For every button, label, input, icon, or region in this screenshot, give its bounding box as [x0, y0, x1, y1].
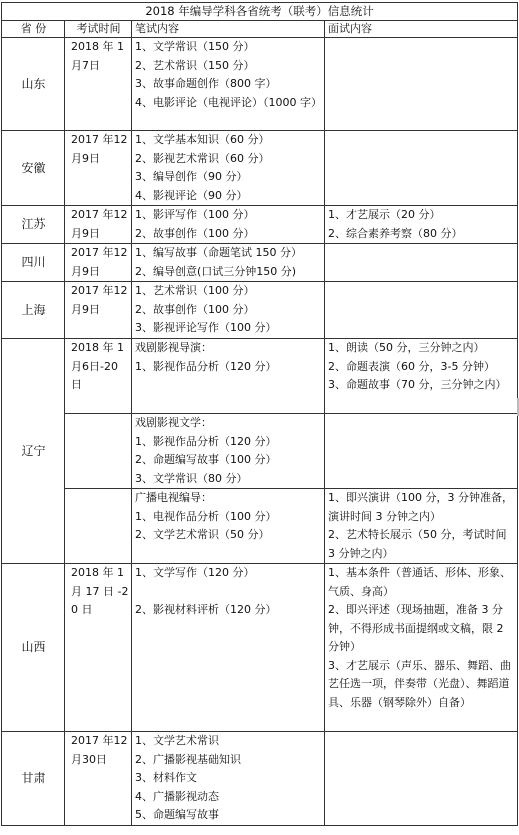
table-row-shandong — [2, 38, 518, 131]
interview-anhui — [325, 131, 518, 206]
table-header-row — [2, 21, 518, 38]
written-item: 4、影视评论（90 分） — [135, 188, 248, 202]
exam-info-table-sheet — [1, 2, 517, 826]
written-item: 3、编导创作（90 分） — [135, 170, 248, 183]
table-row-gansu — [2, 732, 518, 826]
written-item: 1、艺术常识（100 分） — [135, 284, 255, 297]
written-item: 2、影视艺术常识（60 分） — [135, 151, 270, 165]
written-item: 1、文学艺术常识 — [135, 734, 219, 747]
written-item: 2、编导创意(口试三分钟150 分) — [135, 264, 297, 278]
written-liaoning-directing — [132, 339, 325, 414]
written-item: 2、影视材料评析（120 分） — [135, 603, 277, 616]
written-liaoning-broadcast — [132, 489, 325, 564]
interview-gansu — [325, 732, 518, 826]
interview-item: 1、即兴演讲（100 分，3 分钟准备，演讲时间 3 分钟之内） — [328, 491, 513, 523]
written-item: 3、材料作文 — [135, 771, 197, 784]
date-sichuan: 2017 年12 月9日 — [65, 244, 132, 282]
written-shandong — [132, 38, 325, 131]
table-row-liaoning-broadcast — [2, 489, 518, 564]
table-row-jiangsu — [2, 206, 518, 244]
interview-item: 3、命题故事（70 分，三分钟之内） — [328, 378, 507, 391]
province-shandong: 山东 — [2, 38, 65, 131]
spacer — [135, 583, 322, 602]
major-heading: 戏剧影视导演： — [135, 341, 212, 354]
interview-jiangsu — [325, 206, 518, 244]
date-shanghai: 2017 年12 月9日 — [65, 282, 132, 339]
table-row-shanxi — [2, 564, 518, 732]
header-written: 笔试内容 — [132, 21, 325, 38]
date-liaoning-empty-2 — [65, 489, 132, 564]
date-shandong: 2018 年 1 月7日 — [65, 38, 132, 131]
province-jiangsu: 江苏 — [2, 206, 65, 244]
written-item: 5、命题编写故事 — [135, 808, 219, 821]
exam-info-table — [1, 2, 518, 826]
province-shanxi: 山西 — [2, 564, 65, 732]
major-heading: 戏剧影视文学： — [135, 416, 212, 429]
table-row-liaoning-directing — [2, 339, 518, 414]
written-item: 2、故事创作（100 分） — [135, 226, 255, 240]
province-gansu: 甘肃 — [2, 732, 65, 826]
written-item: 1、文学基本知识（60 分） — [135, 133, 270, 146]
interview-item: 1、基本条件（普通话、形体、形象、气质、身高） — [328, 566, 511, 598]
interview-shanghai — [325, 282, 518, 339]
written-item: 2、艺术常识（150 分） — [135, 58, 255, 72]
interview-item: 2、综合素养考察（80 分） — [328, 226, 463, 240]
header-date: 考试时间 — [65, 21, 132, 38]
written-item: 1、文学常识（150 分） — [135, 40, 255, 53]
written-gansu — [132, 732, 325, 826]
written-item: 2、命题编写故事（100 分） — [135, 453, 277, 466]
date-gansu: 2017 年12 月30日 — [65, 732, 132, 826]
written-item: 1、影视作品分析（120 分） — [135, 434, 277, 448]
interview-item: 2、即兴评述（现场抽题，准备 3 分钟，不得形成书面提纲或文稿，限 2 分钟） — [328, 603, 504, 653]
interview-item: 1、才艺展示（20 分） — [328, 208, 441, 221]
date-liaoning-empty — [65, 414, 132, 489]
written-item: 1、编写故事（命题笔试 150 分） — [135, 246, 302, 259]
interview-shandong — [325, 38, 518, 131]
written-item: 4、电影评论（电视评论）（1000 字） — [135, 95, 322, 109]
interview-liaoning-directing — [325, 339, 518, 414]
interview-item: 2、命题表演（60 分，3-5 分钟） — [328, 359, 495, 373]
written-liaoning-literature — [132, 414, 325, 489]
province-shanghai: 上海 — [2, 282, 65, 339]
province-anhui: 安徽 — [2, 131, 65, 206]
written-item: 3、影视评论写作（100 分） — [135, 321, 277, 334]
date-liaoning: 2018 年 1 月6日-20 日 — [65, 339, 132, 414]
table-row-shanghai — [2, 282, 518, 339]
written-item: 1、文学写作（120 分） — [135, 566, 255, 579]
written-anhui — [132, 131, 325, 206]
interview-item: 1、朗读（50 分，三分钟之内） — [328, 341, 485, 354]
date-jiangsu: 2017 年12 月9日 — [65, 206, 132, 244]
written-item: 1、电视作品分析（100 分） — [135, 509, 277, 523]
table-row-anhui — [2, 131, 518, 206]
written-shanghai — [132, 282, 325, 339]
interview-shanxi — [325, 564, 518, 732]
table-row-liaoning-literature — [2, 414, 518, 489]
header-interview: 面试内容 — [325, 21, 518, 38]
date-anhui: 2017 年12 月9日 — [65, 131, 132, 206]
written-item: 4、广播影视动态 — [135, 789, 219, 803]
written-sichuan — [132, 244, 325, 282]
written-item: 3、文学常识（80 分） — [135, 471, 248, 485]
written-item: 3、故事命题创作（800 字） — [135, 77, 277, 90]
written-item: 2、文学艺术常识（50 分） — [135, 528, 270, 541]
table-row-sichuan — [2, 244, 518, 282]
written-jiangsu — [132, 206, 325, 244]
written-item: 1、影视作品分析（120 分） — [135, 359, 277, 373]
header-province: 省 份 — [2, 21, 65, 38]
interview-liaoning-broadcast — [325, 489, 518, 564]
date-shanxi: 2018 年 1 月 17 日 -20 日 — [65, 564, 132, 732]
province-sichuan: 四川 — [2, 244, 65, 282]
interview-item: 3、才艺展示（声乐、器乐、舞蹈、曲艺任选一项，伴奏带（光盘）、舞蹈道具、乐器（钢琴除外）自备） — [328, 658, 511, 709]
interview-sichuan — [325, 244, 518, 282]
interview-liaoning-literature — [325, 414, 518, 489]
written-shanxi — [132, 564, 325, 732]
written-item: 1、影评写作（100 分） — [135, 208, 255, 221]
interview-item: 2、艺术特长展示（50 分，考试时间 3 分钟之内） — [328, 528, 507, 560]
written-item: 2、故事创作（100 分） — [135, 302, 255, 316]
table-title: 2018 年编导学科各省统考（联考）信息统计 — [2, 3, 518, 21]
major-heading: 广播电视编导： — [135, 491, 212, 504]
province-liaoning: 辽宁 — [2, 339, 65, 564]
table-title-row — [2, 3, 518, 21]
written-item: 2、广播影视基础知识 — [135, 752, 241, 766]
